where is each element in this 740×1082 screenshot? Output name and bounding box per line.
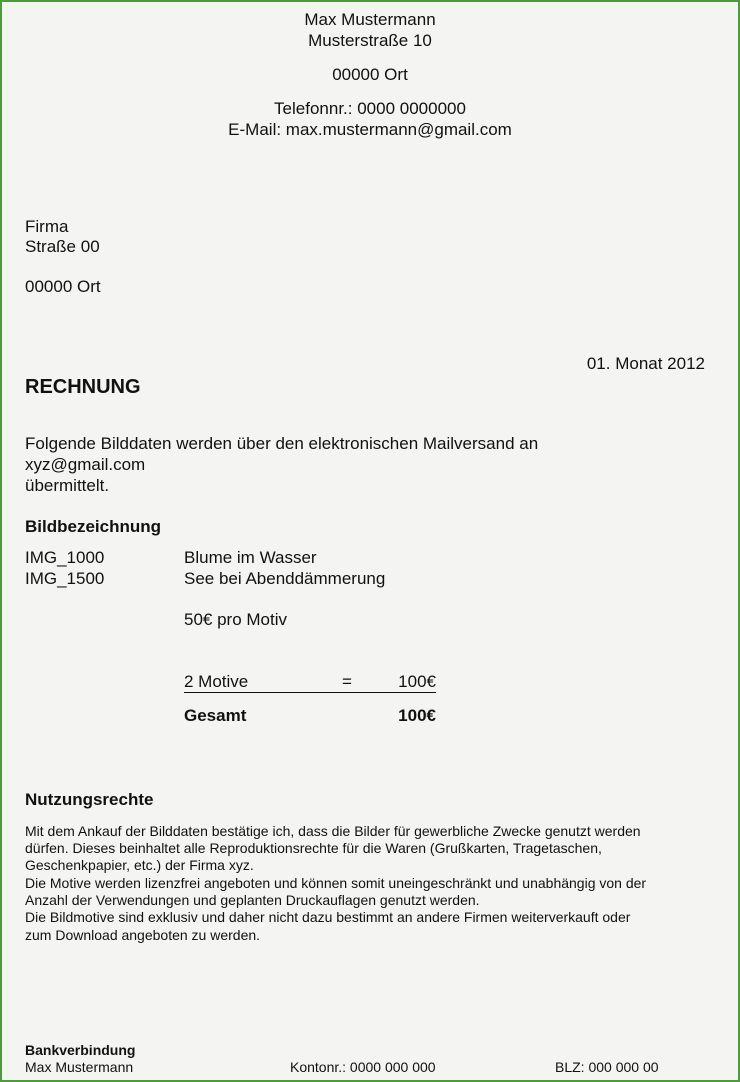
calc-equals: = [342, 672, 352, 691]
rights-line: zum Download angeboten zu werden. [25, 927, 261, 943]
sender-email: E-Mail: max.mustermann@gmail.com [228, 120, 512, 139]
calc-row [184, 672, 436, 693]
recipient-company: Firma [25, 217, 69, 236]
image-id: IMG_1500 [25, 569, 105, 588]
sender-phone: Telefonnr.: 0000 0000000 [274, 99, 466, 118]
recipient-city: 00000 Ort [25, 277, 101, 296]
price-per-motif: 50€ pro Motiv [184, 610, 287, 629]
intro-line-3: übermittelt. [25, 476, 110, 495]
recipient-street: Straße 00 [25, 237, 100, 256]
sender-city: 00000 Ort [332, 65, 408, 84]
bank-heading: Bankverbindung [25, 1042, 136, 1058]
intro-line-1: Folgende Bilddaten werden über den elektronischen Mailversand an [25, 434, 539, 453]
rights-line: Anzahl der Verwendungen und geplanten Druckauflagen genutzt werden. [25, 892, 480, 908]
invoice-date: 01. Monat 2012 [586, 354, 705, 373]
sender-street: Musterstraße 10 [308, 31, 432, 50]
rights-line: Geschenkpapier, etc.) der Firma xyz. [25, 857, 254, 873]
rights-line: dürfen. Dieses beinhaltet alle Reproduktionsrechte für die Waren (Grußkarten, Tragetaschen, [25, 840, 602, 856]
sender-name: Max Mustermann [304, 10, 436, 29]
image-id: IMG_1000 [25, 548, 105, 567]
rights-line: Die Motive werden lizenzfrei angeboten und können somit uneingeschränkt und unabhängig von der [25, 875, 647, 891]
images-heading: Bildbezeichnung [25, 517, 161, 536]
total-amount: 100€ [398, 706, 436, 725]
rights-line: Die Bildmotive sind exklusiv und daher nicht dazu bestimmt an andere Firmen weiterverkauft oder [25, 909, 631, 925]
bank-account: Kontonr.: 0000 000 000 [290, 1059, 436, 1075]
image-name: Blume im Wasser [184, 548, 317, 567]
rights-line: Mit dem Ankauf der Bilddaten bestätige ich, dass die Bilder für gewerbliche Zwecke genutzt werden [25, 823, 641, 839]
calc-label: 2 Motive [184, 672, 249, 691]
rights-heading: Nutzungsrechte [25, 790, 154, 809]
bank-holder: Max Mustermann [25, 1059, 134, 1075]
total-label: Gesamt [184, 706, 247, 725]
bank-blz: BLZ: 000 000 00 [555, 1059, 659, 1075]
calc-amount: 100€ [398, 672, 436, 691]
intro-line-2: xyz@gmail.com [25, 455, 146, 474]
invoice-title: RECHNUNG [25, 376, 141, 398]
image-name: See bei Abenddämmerung [184, 569, 386, 588]
